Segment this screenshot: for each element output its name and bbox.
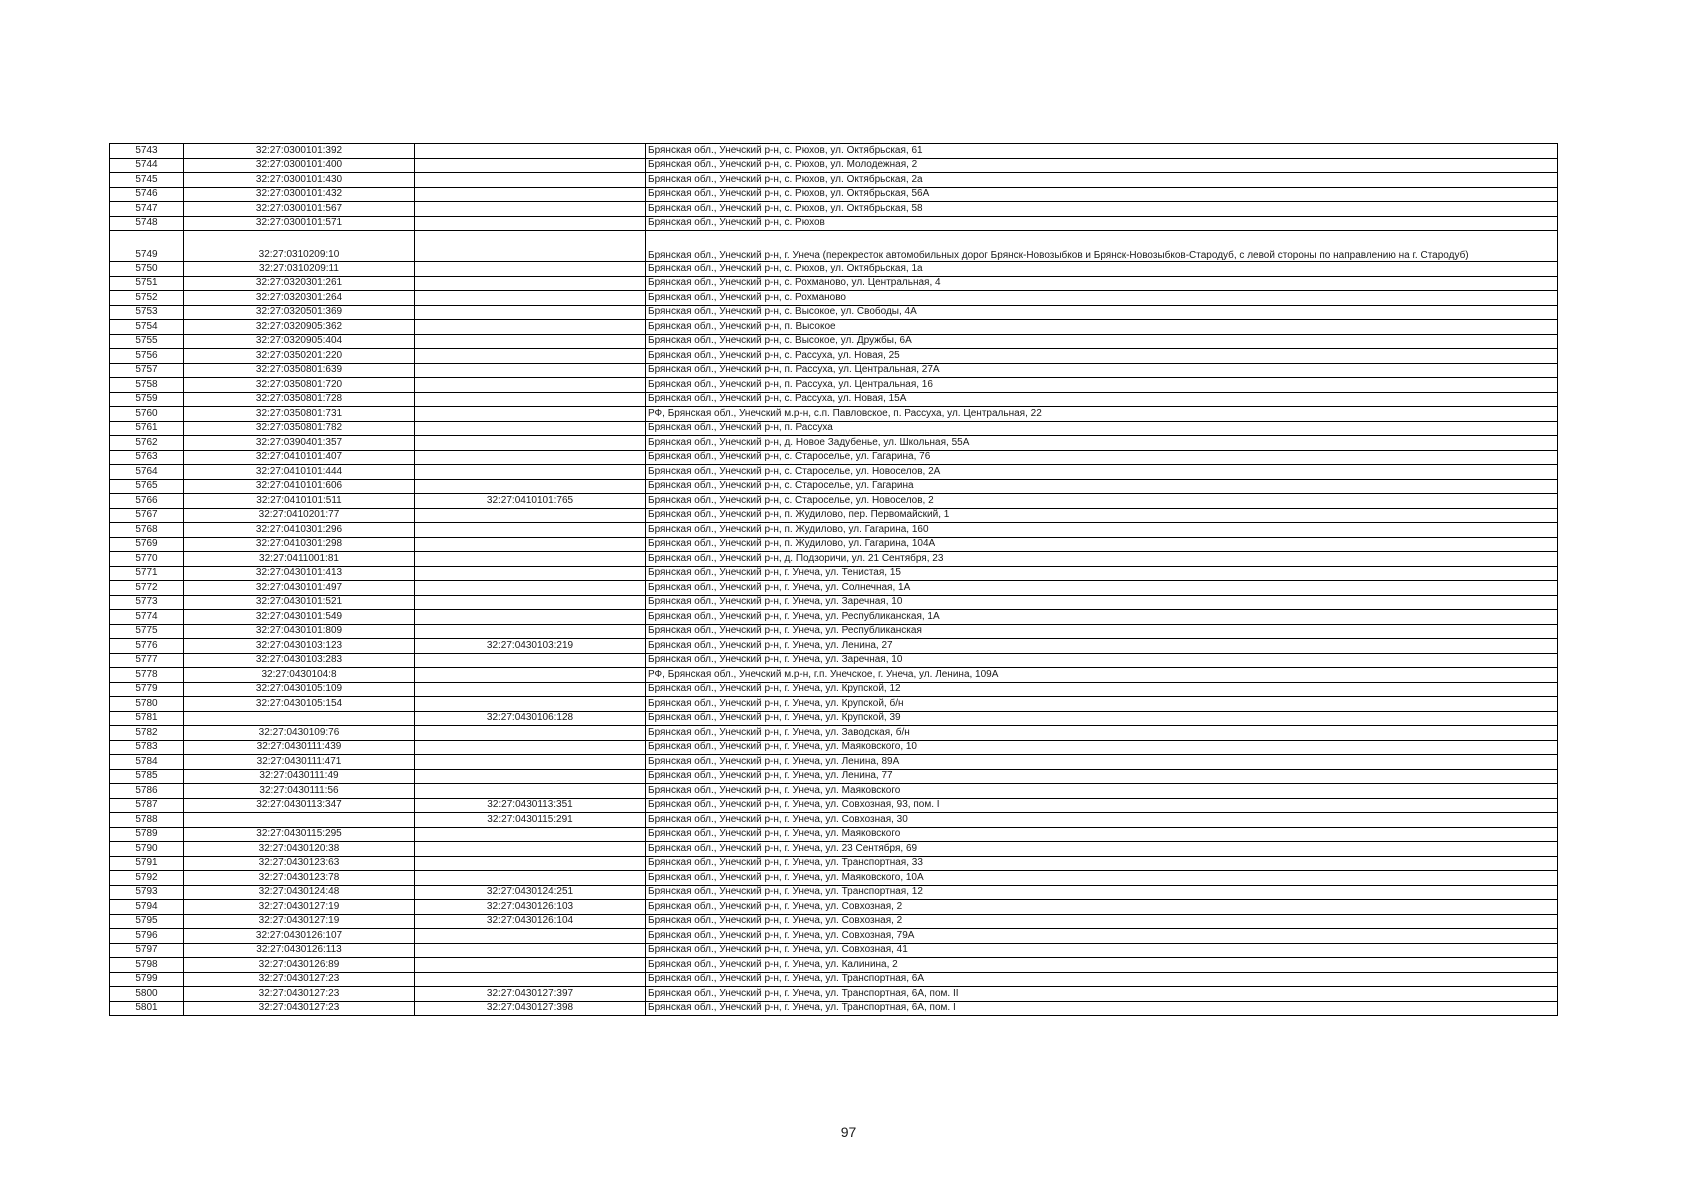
secondary-cadastral-cell: [415, 291, 646, 306]
address-cell: Брянская обл., Унечский р-н, с. Высокое, ул. Дружбы, 6А: [646, 334, 1558, 349]
secondary-cadastral-cell: [415, 784, 646, 799]
address-cell: Брянская обл., Унечский р-н, г. Унеча, ул. Совхозная, 93, пом. I: [646, 798, 1558, 813]
secondary-cadastral-cell: 32:27:0410101:765: [415, 494, 646, 509]
cadastral-number-cell: 32:27:0430127:23: [184, 987, 415, 1002]
cadastral-number-cell: 32:27:0320301:261: [184, 276, 415, 291]
table-row: [110, 943, 1558, 958]
cadastral-number-cell: 32:27:0430127:23: [184, 972, 415, 987]
cadastral-number-cell: 32:27:0300101:571: [184, 216, 415, 231]
address-cell: Брянская обл., Унечский р-н, г. Унеча, ул. Совхозная, 41: [646, 943, 1558, 958]
row-number-cell: 5801: [110, 1001, 184, 1016]
secondary-cadastral-cell: [415, 871, 646, 886]
address-cell: Брянская обл., Унечский р-н, г. Унеча, ул. Совхозная, 30: [646, 813, 1558, 828]
address-cell: Брянская обл., Унечский р-н, с. Староселье, ул. Гагарина: [646, 479, 1558, 494]
cadastral-number-cell: 32:27:0410301:296: [184, 523, 415, 538]
secondary-cadastral-cell: [415, 450, 646, 465]
table-row: [110, 871, 1558, 886]
cadastral-number-cell: 32:27:0320905:404: [184, 334, 415, 349]
cadastral-number-cell: 32:27:0410101:407: [184, 450, 415, 465]
row-number-cell: 5774: [110, 610, 184, 625]
cadastral-number-cell: 32:27:0430109:76: [184, 726, 415, 741]
secondary-cadastral-cell: 32:27:0430124:251: [415, 885, 646, 900]
secondary-cadastral-cell: [415, 740, 646, 755]
table-row: [110, 231, 1558, 262]
row-number-cell: 5779: [110, 682, 184, 697]
secondary-cadastral-cell: 32:27:0430103:219: [415, 639, 646, 654]
row-number-cell: 5791: [110, 856, 184, 871]
table-row: [110, 914, 1558, 929]
cadastral-number-cell: 32:27:0430123:63: [184, 856, 415, 871]
address-cell: Брянская обл., Унечский р-н, г. Унеча, ул. Маяковского, 10: [646, 740, 1558, 755]
table-row: [110, 755, 1558, 770]
cadastral-number-cell: 32:27:0430101:549: [184, 610, 415, 625]
table-row: [110, 711, 1558, 726]
secondary-cadastral-cell: [415, 378, 646, 393]
cadastral-number-cell: 32:27:0430126:89: [184, 958, 415, 973]
cadastral-number-cell: 32:27:0430111:439: [184, 740, 415, 755]
address-cell: Брянская обл., Унечский р-н, г. Унеча, ул. Совхозная, 79А: [646, 929, 1558, 944]
cadastral-number-cell: 32:27:0430111:471: [184, 755, 415, 770]
row-number-cell: 5747: [110, 202, 184, 217]
address-cell: Брянская обл., Унечский р-н, с. Рассуха, ул. Новая, 15А: [646, 392, 1558, 407]
table-row: [110, 537, 1558, 552]
address-cell: Брянская обл., Унечский р-н, г. Унеча, ул. Совхозная, 2: [646, 900, 1558, 915]
table-row: [110, 494, 1558, 509]
table-row: [110, 1001, 1558, 1016]
table-row: [110, 378, 1558, 393]
address-cell: Брянская обл., Унечский р-н, г. Унеча (перекресток автомобильных дорог Брянск-Новозыбков и Брянск-Новозыбков-Стародуб, с левой стороны по направлению на г. Стародуб): [646, 231, 1558, 262]
secondary-cadastral-cell: [415, 595, 646, 610]
table-row: [110, 842, 1558, 857]
row-number-cell: 5764: [110, 465, 184, 480]
table-row: [110, 653, 1558, 668]
secondary-cadastral-cell: [415, 668, 646, 683]
address-cell: Брянская обл., Унечский р-н, г. Унеча, ул. Тенистая, 15: [646, 566, 1558, 581]
cadastral-number-cell: 32:27:0410201:77: [184, 508, 415, 523]
table-body: [110, 144, 1558, 1016]
row-number-cell: 5746: [110, 187, 184, 202]
table-row: [110, 349, 1558, 364]
row-number-cell: 5765: [110, 479, 184, 494]
table-row: [110, 392, 1558, 407]
cadastral-number-cell: 32:27:0300101:430: [184, 173, 415, 188]
address-cell: Брянская обл., Унечский р-н, п. Жудилово, ул. Гагарина, 104А: [646, 537, 1558, 552]
row-number-cell: 5796: [110, 929, 184, 944]
cadastral-number-cell: 32:27:0350801:728: [184, 392, 415, 407]
secondary-cadastral-cell: [415, 769, 646, 784]
address-cell: Брянская обл., Унечский р-н, г. Унеча, ул. Ленина, 27: [646, 639, 1558, 654]
row-number-cell: 5745: [110, 173, 184, 188]
secondary-cadastral-cell: [415, 929, 646, 944]
row-number-cell: 5767: [110, 508, 184, 523]
cadastral-number-cell: 32:27:0410101:444: [184, 465, 415, 480]
secondary-cadastral-cell: 32:27:0430113:351: [415, 798, 646, 813]
row-number-cell: 5752: [110, 291, 184, 306]
row-number-cell: 5743: [110, 144, 184, 159]
cadastral-number-cell: 32:27:0430105:109: [184, 682, 415, 697]
cadastral-number-cell: [184, 711, 415, 726]
address-cell: Брянская обл., Унечский р-н, с. Рассуха, ул. Новая, 25: [646, 349, 1558, 364]
row-number-cell: 5793: [110, 885, 184, 900]
table-row: [110, 479, 1558, 494]
address-cell: Брянская обл., Унечский р-н, г. Унеча, ул. Крупской, 12: [646, 682, 1558, 697]
address-cell: Брянская обл., Унечский р-н, с. Рохманово: [646, 291, 1558, 306]
row-number-cell: 5757: [110, 363, 184, 378]
table-row: [110, 158, 1558, 173]
address-cell: Брянская обл., Унечский р-н, с. Рюхов, ул. Молодежная, 2: [646, 158, 1558, 173]
row-number-cell: 5776: [110, 639, 184, 654]
secondary-cadastral-cell: [415, 581, 646, 596]
cadastral-number-cell: 32:27:0310209:11: [184, 262, 415, 277]
table-row: [110, 769, 1558, 784]
address-cell: Брянская обл., Унечский р-н, п. Высокое: [646, 320, 1558, 335]
cadastral-number-cell: 32:27:0430123:78: [184, 871, 415, 886]
cadastral-number-cell: 32:27:0410301:298: [184, 537, 415, 552]
secondary-cadastral-cell: 32:27:0430115:291: [415, 813, 646, 828]
secondary-cadastral-cell: [415, 187, 646, 202]
secondary-cadastral-cell: [415, 202, 646, 217]
cadastral-number-cell: 32:27:0430111:56: [184, 784, 415, 799]
row-number-cell: 5800: [110, 987, 184, 1002]
secondary-cadastral-cell: [415, 320, 646, 335]
secondary-cadastral-cell: [415, 566, 646, 581]
secondary-cadastral-cell: [415, 624, 646, 639]
table-row: [110, 465, 1558, 480]
row-number-cell: 5771: [110, 566, 184, 581]
table-row: [110, 958, 1558, 973]
secondary-cadastral-cell: [415, 827, 646, 842]
table-row: [110, 144, 1558, 159]
table-row: [110, 305, 1558, 320]
row-number-cell: 5786: [110, 784, 184, 799]
cadastral-number-cell: 32:27:0430101:497: [184, 581, 415, 596]
address-cell: Брянская обл., Унечский р-н, п. Жудилово, ул. Гагарина, 160: [646, 523, 1558, 538]
address-cell: Брянская обл., Унечский р-н, г. Унеча, ул. Калинина, 2: [646, 958, 1558, 973]
secondary-cadastral-cell: [415, 276, 646, 291]
table-row: [110, 726, 1558, 741]
address-cell: Брянская обл., Унечский р-н, с. Рюхов, ул. Октябрьская, 2а: [646, 173, 1558, 188]
table-row: [110, 334, 1558, 349]
table-row: [110, 610, 1558, 625]
table-row: [110, 320, 1558, 335]
address-cell: Брянская обл., Унечский р-н, с. Рюхов, ул. Октябрьская, 56А: [646, 187, 1558, 202]
table-row: [110, 856, 1558, 871]
secondary-cadastral-cell: [415, 436, 646, 451]
secondary-cadastral-cell: [415, 173, 646, 188]
address-cell: Брянская обл., Унечский р-н, г. Унеча, ул. Республиканская, 1А: [646, 610, 1558, 625]
row-number-cell: 5768: [110, 523, 184, 538]
table-row: [110, 639, 1558, 654]
secondary-cadastral-cell: [415, 334, 646, 349]
table-row: [110, 987, 1558, 1002]
address-cell: Брянская обл., Унечский р-н, д. Подзоричи, ул. 21 Сентября, 23: [646, 552, 1558, 567]
table-row: [110, 508, 1558, 523]
row-number-cell: 5789: [110, 827, 184, 842]
table-row: [110, 798, 1558, 813]
property-table: [109, 143, 1558, 1016]
cadastral-number-cell: 32:27:0390401:357: [184, 436, 415, 451]
secondary-cadastral-cell: [415, 262, 646, 277]
row-number-cell: 5787: [110, 798, 184, 813]
cadastral-number-cell: 32:27:0410101:606: [184, 479, 415, 494]
cadastral-number-cell: 32:27:0430115:295: [184, 827, 415, 842]
cadastral-number-cell: 32:27:0410101:511: [184, 494, 415, 509]
cadastral-number-cell: 32:27:0300101:400: [184, 158, 415, 173]
cadastral-number-cell: 32:27:0350201:220: [184, 349, 415, 364]
secondary-cadastral-cell: [415, 610, 646, 625]
address-cell: Брянская обл., Унечский р-н, г. Унеча, ул. Крупской, б/н: [646, 697, 1558, 712]
table-row: [110, 581, 1558, 596]
table-row: [110, 216, 1558, 231]
address-cell: Брянская обл., Унечский р-н, г. Унеча, ул. Совхозная, 2: [646, 914, 1558, 929]
cadastral-number-cell: 32:27:0430105:154: [184, 697, 415, 712]
row-number-cell: 5761: [110, 421, 184, 436]
secondary-cadastral-cell: [415, 158, 646, 173]
cadastral-number-cell: 32:27:0320301:264: [184, 291, 415, 306]
row-number-cell: 5795: [110, 914, 184, 929]
address-cell: Брянская обл., Унечский р-н, п. Жудилово, пер. Первомайский, 1: [646, 508, 1558, 523]
table-row: [110, 929, 1558, 944]
table-row: [110, 421, 1558, 436]
table-row: [110, 668, 1558, 683]
cadastral-number-cell: 32:27:0300101:392: [184, 144, 415, 159]
secondary-cadastral-cell: [415, 508, 646, 523]
address-cell: Брянская обл., Унечский р-н, д. Новое Задубенье, ул. Школьная, 55А: [646, 436, 1558, 451]
address-cell: Брянская обл., Унечский р-н, г. Унеча, ул. Маяковского, 10А: [646, 871, 1558, 886]
row-number-cell: 5758: [110, 378, 184, 393]
secondary-cadastral-cell: [415, 479, 646, 494]
row-number-cell: 5790: [110, 842, 184, 857]
table-row: [110, 291, 1558, 306]
secondary-cadastral-cell: [415, 726, 646, 741]
address-cell: РФ, Брянская обл., Унечский м.р-н, с.п. Павловское, п. Рассуха, ул. Центральная, 22: [646, 407, 1558, 422]
address-cell: Брянская обл., Унечский р-н, г. Унеча, ул. Транспортная, 6А, пом. I: [646, 1001, 1558, 1016]
table-row: [110, 262, 1558, 277]
table-row: [110, 450, 1558, 465]
row-number-cell: 5777: [110, 653, 184, 668]
cadastral-number-cell: 32:27:0430124:48: [184, 885, 415, 900]
address-cell: Брянская обл., Унечский р-н, г. Унеча, ул. Транспортная, 6А: [646, 972, 1558, 987]
secondary-cadastral-cell: 32:27:0430127:397: [415, 987, 646, 1002]
cadastral-number-cell: 32:27:0411001:81: [184, 552, 415, 567]
cadastral-number-cell: 32:27:0430127:19: [184, 914, 415, 929]
address-cell: Брянская обл., Унечский р-н, г. Унеча, ул. Ленина, 89А: [646, 755, 1558, 770]
secondary-cadastral-cell: 32:27:0430126:104: [415, 914, 646, 929]
secondary-cadastral-cell: [415, 407, 646, 422]
address-cell: Брянская обл., Унечский р-н, с. Рохманово, ул. Центральная, 4: [646, 276, 1558, 291]
table-row: [110, 595, 1558, 610]
table-row: [110, 885, 1558, 900]
secondary-cadastral-cell: [415, 842, 646, 857]
secondary-cadastral-cell: [415, 697, 646, 712]
row-number-cell: 5759: [110, 392, 184, 407]
row-number-cell: 5753: [110, 305, 184, 320]
cadastral-number-cell: 32:27:0350801:720: [184, 378, 415, 393]
row-number-cell: 5783: [110, 740, 184, 755]
address-cell: Брянская обл., Унечский р-н, г. Унеча, ул. Заречная, 10: [646, 595, 1558, 610]
row-number-cell: 5794: [110, 900, 184, 915]
address-cell: Брянская обл., Унечский р-н, с. Рюхов, ул. Октябрьская, 58: [646, 202, 1558, 217]
row-number-cell: 5799: [110, 972, 184, 987]
address-cell: Брянская обл., Унечский р-н, г. Унеча, ул. 23 Сентября, 69: [646, 842, 1558, 857]
cadastral-number-cell: 32:27:0350801:639: [184, 363, 415, 378]
cadastral-number-cell: 32:27:0430103:123: [184, 639, 415, 654]
cadastral-number-cell: 32:27:0300101:432: [184, 187, 415, 202]
cadastral-number-cell: 32:27:0430127:19: [184, 900, 415, 915]
address-cell: Брянская обл., Унечский р-н, с. Рюхов, ул. Октябрьская, 1а: [646, 262, 1558, 277]
address-cell: Брянская обл., Унечский р-н, г. Унеча, ул. Маяковского: [646, 827, 1558, 842]
cadastral-number-cell: 32:27:0350801:731: [184, 407, 415, 422]
row-number-cell: 5773: [110, 595, 184, 610]
cadastral-number-cell: 32:27:0430101:413: [184, 566, 415, 581]
row-number-cell: 5766: [110, 494, 184, 509]
row-number-cell: 5778: [110, 668, 184, 683]
cadastral-number-cell: 32:27:0350801:782: [184, 421, 415, 436]
secondary-cadastral-cell: [415, 523, 646, 538]
row-number-cell: 5781: [110, 711, 184, 726]
secondary-cadastral-cell: [415, 552, 646, 567]
cadastral-number-cell: 32:27:0430101:809: [184, 624, 415, 639]
address-cell: Брянская обл., Унечский р-н, п. Рассуха, ул. Центральная, 27А: [646, 363, 1558, 378]
cadastral-number-cell: 32:27:0430120:38: [184, 842, 415, 857]
table-row: [110, 566, 1558, 581]
address-cell: Брянская обл., Унечский р-н, г. Унеча, ул. Транспортная, 33: [646, 856, 1558, 871]
address-cell: Брянская обл., Унечский р-н, г. Унеча, ул. Заводская, б/н: [646, 726, 1558, 741]
address-cell: Брянская обл., Унечский р-н, п. Рассуха: [646, 421, 1558, 436]
cadastral-number-cell: 32:27:0430101:521: [184, 595, 415, 610]
row-number-cell: 5772: [110, 581, 184, 596]
page-number: 97: [840, 1124, 857, 1140]
table-row: [110, 276, 1558, 291]
address-cell: Брянская обл., Унечский р-н, с. Староселье, ул. Новоселов, 2: [646, 494, 1558, 509]
cadastral-number-cell: 32:27:0430126:113: [184, 943, 415, 958]
row-number-cell: 5749: [110, 231, 184, 262]
row-number-cell: 5798: [110, 958, 184, 973]
row-number-cell: 5763: [110, 450, 184, 465]
secondary-cadastral-cell: [415, 972, 646, 987]
row-number-cell: 5785: [110, 769, 184, 784]
row-number-cell: 5744: [110, 158, 184, 173]
row-number-cell: 5755: [110, 334, 184, 349]
secondary-cadastral-cell: [415, 653, 646, 668]
table-row: [110, 173, 1558, 188]
address-cell: Брянская обл., Унечский р-н, г. Унеча, ул. Маяковского: [646, 784, 1558, 799]
table-row: [110, 900, 1558, 915]
cadastral-number-cell: 32:27:0430126:107: [184, 929, 415, 944]
secondary-cadastral-cell: [415, 958, 646, 973]
cadastral-number-cell: 32:27:0430113:347: [184, 798, 415, 813]
row-number-cell: 5770: [110, 552, 184, 567]
address-cell: Брянская обл., Унечский р-н, г. Унеча, ул. Крупской, 39: [646, 711, 1558, 726]
table-row: [110, 682, 1558, 697]
secondary-cadastral-cell: [415, 755, 646, 770]
address-cell: Брянская обл., Унечский р-н, г. Унеча, ул. Солнечная, 1А: [646, 581, 1558, 596]
secondary-cadastral-cell: [415, 392, 646, 407]
address-cell: Брянская обл., Унечский р-н, с. Рюхов, ул. Октябрьская, 61: [646, 144, 1558, 159]
row-number-cell: 5780: [110, 697, 184, 712]
table-row: [110, 187, 1558, 202]
cadastral-number-cell: 32:27:0320501:369: [184, 305, 415, 320]
row-number-cell: 5750: [110, 262, 184, 277]
secondary-cadastral-cell: [415, 231, 646, 262]
secondary-cadastral-cell: [415, 421, 646, 436]
table-row: [110, 624, 1558, 639]
cadastral-number-cell: 32:27:0430103:283: [184, 653, 415, 668]
secondary-cadastral-cell: [415, 682, 646, 697]
table-row: [110, 740, 1558, 755]
address-cell: Брянская обл., Унечский р-н, г. Унеча, ул. Республиканская: [646, 624, 1558, 639]
table-row: [110, 813, 1558, 828]
secondary-cadastral-cell: 32:27:0430126:103: [415, 900, 646, 915]
cadastral-number-cell: 32:27:0320905:362: [184, 320, 415, 335]
row-number-cell: 5756: [110, 349, 184, 364]
address-cell: Брянская обл., Унечский р-н, п. Рассуха, ул. Центральная, 16: [646, 378, 1558, 393]
cadastral-number-cell: 32:27:0300101:567: [184, 202, 415, 217]
row-number-cell: 5797: [110, 943, 184, 958]
address-cell: Брянская обл., Унечский р-н, с. Высокое, ул. Свободы, 4А: [646, 305, 1558, 320]
secondary-cadastral-cell: 32:27:0430127:398: [415, 1001, 646, 1016]
row-number-cell: 5784: [110, 755, 184, 770]
table-row: [110, 697, 1558, 712]
row-number-cell: 5762: [110, 436, 184, 451]
cadastral-number-cell: 32:27:0430127:23: [184, 1001, 415, 1016]
secondary-cadastral-cell: [415, 305, 646, 320]
address-cell: Брянская обл., Унечский р-н, г. Унеча, ул. Ленина, 77: [646, 769, 1558, 784]
address-cell: Брянская обл., Унечский р-н, с. Рюхов: [646, 216, 1558, 231]
table-row: [110, 436, 1558, 451]
row-number-cell: 5760: [110, 407, 184, 422]
secondary-cadastral-cell: [415, 216, 646, 231]
secondary-cadastral-cell: [415, 349, 646, 364]
address-cell: Брянская обл., Унечский р-н, г. Унеча, ул. Заречная, 10: [646, 653, 1558, 668]
address-cell: Брянская обл., Унечский р-н, с. Староселье, ул. Гагарина, 76: [646, 450, 1558, 465]
secondary-cadastral-cell: [415, 537, 646, 552]
secondary-cadastral-cell: 32:27:0430106:128: [415, 711, 646, 726]
row-number-cell: 5769: [110, 537, 184, 552]
address-cell: Брянская обл., Унечский р-н, г. Унеча, ул. Транспортная, 6А, пом. II: [646, 987, 1558, 1002]
address-cell: РФ, Брянская обл., Унечский м.р-н, г.п. Унечское, г. Унеча, ул. Ленина, 109А: [646, 668, 1558, 683]
address-cell: Брянская обл., Унечский р-н, с. Староселье, ул. Новоселов, 2А: [646, 465, 1558, 480]
secondary-cadastral-cell: [415, 144, 646, 159]
row-number-cell: 5751: [110, 276, 184, 291]
row-number-cell: 5782: [110, 726, 184, 741]
row-number-cell: 5788: [110, 813, 184, 828]
row-number-cell: 5748: [110, 216, 184, 231]
cadastral-number-cell: [184, 813, 415, 828]
cadastral-number-cell: 32:27:0310209:10: [184, 231, 415, 262]
cadastral-number-cell: 32:27:0430111:49: [184, 769, 415, 784]
table-row: [110, 827, 1558, 842]
table-row: [110, 784, 1558, 799]
table-row: [110, 202, 1558, 217]
secondary-cadastral-cell: [415, 363, 646, 378]
row-number-cell: 5792: [110, 871, 184, 886]
table-row: [110, 972, 1558, 987]
table-row: [110, 363, 1558, 378]
row-number-cell: 5775: [110, 624, 184, 639]
table-row: [110, 552, 1558, 567]
cadastral-number-cell: 32:27:0430104:8: [184, 668, 415, 683]
secondary-cadastral-cell: [415, 465, 646, 480]
table-row: [110, 523, 1558, 538]
table-row: [110, 407, 1558, 422]
secondary-cadastral-cell: [415, 856, 646, 871]
row-number-cell: 5754: [110, 320, 184, 335]
address-cell: Брянская обл., Унечский р-н, г. Унеча, ул. Транспортная, 12: [646, 885, 1558, 900]
secondary-cadastral-cell: [415, 943, 646, 958]
